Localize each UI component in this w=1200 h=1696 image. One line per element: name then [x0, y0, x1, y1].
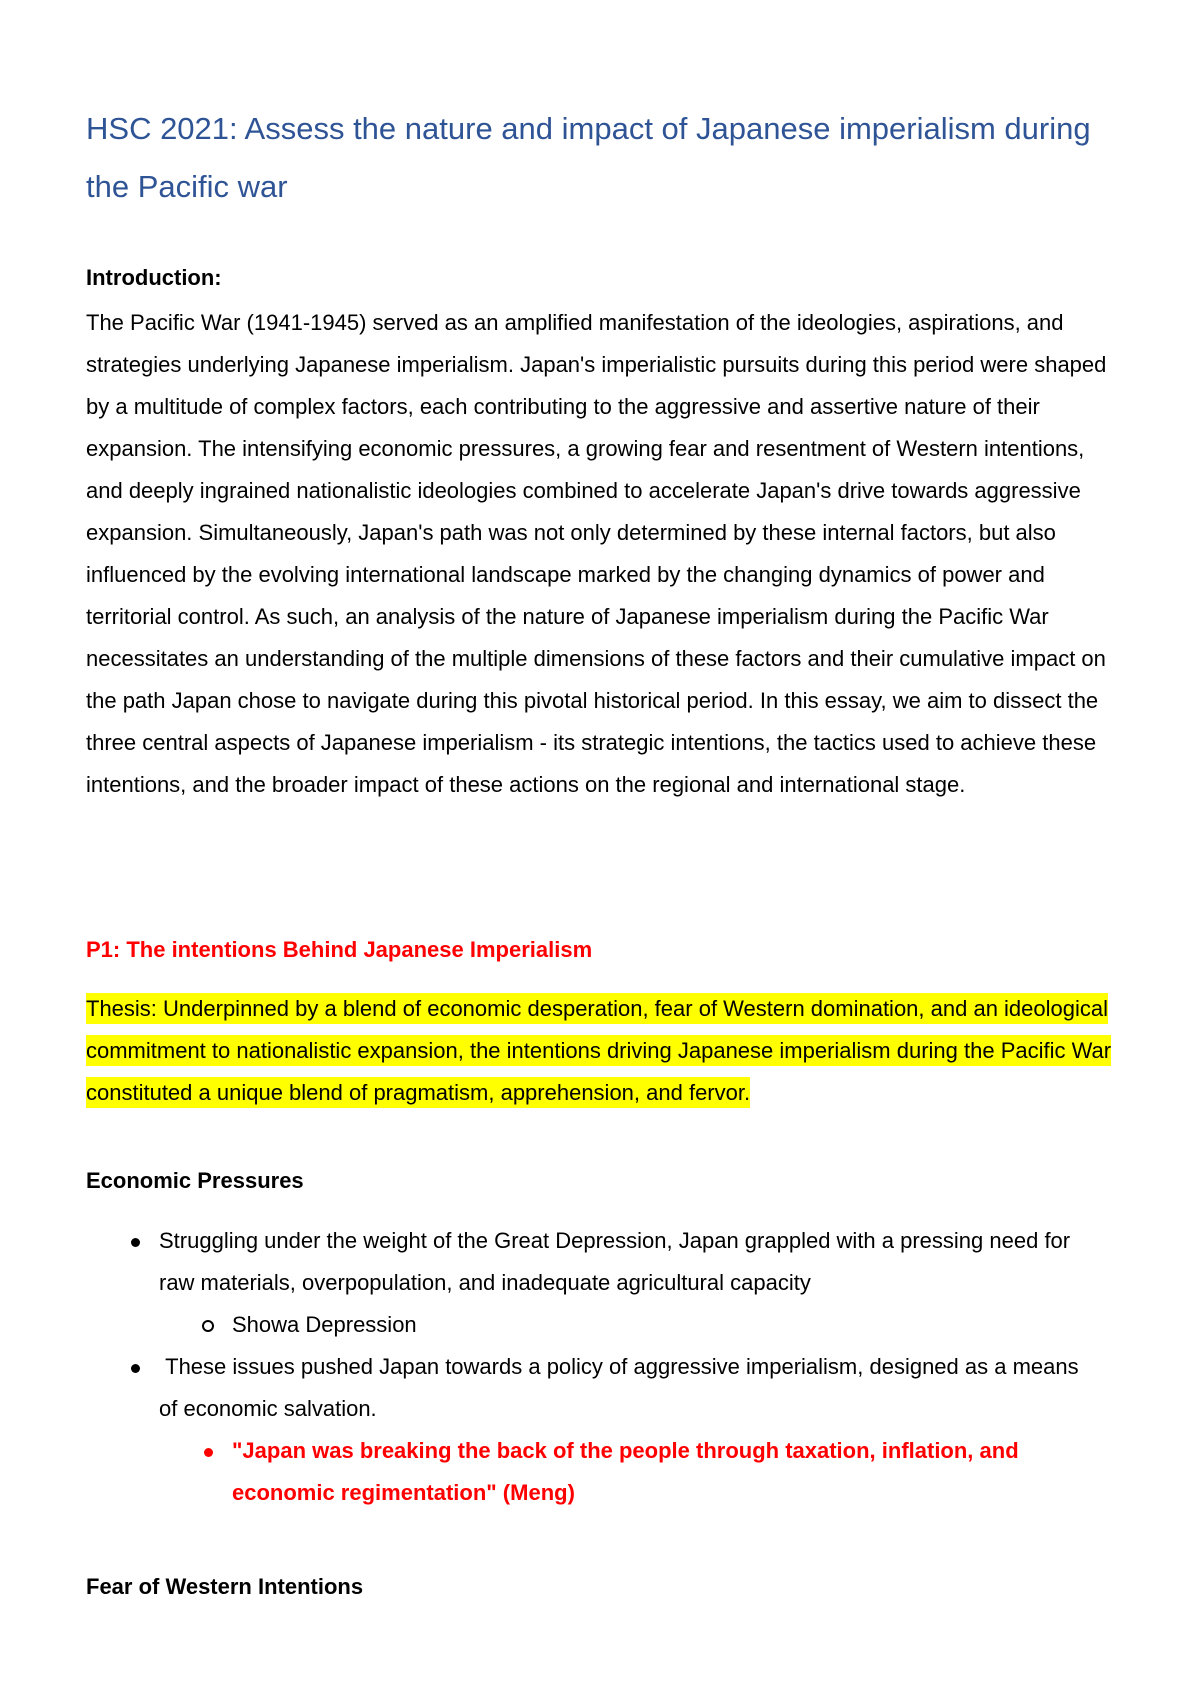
- thesis-highlight: Thesis: Underpinned by a blend of economic desperation, fear of Western domination, and an ideological commitment to nationalistic expansion, the intentions driving Japanese imperialism during the Pacific War constituted a unique blend of pragmatism, apprehension, and fervor.: [86, 993, 1111, 1108]
- document-title: HSC 2021: Assess the nature and impact of Japanese imperialism during the Pacific war: [86, 111, 1091, 204]
- bullet-item: [159, 1220, 1089, 1304]
- sub-bullet-text: Showa Depression: [232, 1312, 417, 1337]
- sub-bullet-item: [232, 1304, 1092, 1346]
- introduction-heading: Introduction:: [86, 265, 222, 290]
- fear-of-western-intentions-heading: Fear of Western Intentions: [86, 1574, 364, 1599]
- quote-bullet-marker: [198, 1430, 218, 1472]
- introduction-body: The Pacific War (1941-1945) served as an amplified manifestation of the ideologies, aspirations, and strategies underlying Japanese imperialism. Japan's imperialistic pursuits during this period were shaped by a multitude of complex factors, each contributing to the aggressive and assertive nature of their expansion. The intensifying economic pressures, a growing fear and resentment of Western intentions, and deeply ingrained nationalistic ideologies combined to accelerate Japan's drive towards aggressive expansion. Simultaneously, Japan's path was not only determined by these internal factors, but also influenced by the evolving international landscape marked by the changing dynamics of power and territorial control. As such, an analysis of the nature of Japanese imperialism during the Pacific War necessitates an understanding of the multiple dimensions of these factors and their cumulative impact on the path Japan chose to navigate during this pivotal historical period. In this essay, we aim to dissect the three central aspects of Japanese imperialism - its strategic intentions, the tactics used to achieve these intentions, and the broader impact of these actions on the regional and international stage.: [86, 310, 1107, 797]
- economic-pressures-heading: Economic Pressures: [86, 1168, 304, 1193]
- bullet-marker: [125, 1220, 145, 1262]
- bullet-text: Struggling under the weight of the Great Depression, Japan grappled with a pressing need for raw materials, overpopulation, and inadequate agricultural capacity: [159, 1228, 1071, 1295]
- sub-bullet-marker: [198, 1304, 218, 1346]
- bullet-marker: [125, 1346, 145, 1388]
- quote-text: "Japan was breaking the back of the people through taxation, inflation, and economic regimentation" (Meng): [232, 1438, 1019, 1505]
- quote-bullet-item: [232, 1430, 1112, 1514]
- p1-heading: P1: The intentions Behind Japanese Imperialism: [86, 937, 593, 962]
- bullet-text: These issues pushed Japan towards a policy of aggressive imperialism, designed as a means of economic salvation.: [159, 1354, 1085, 1421]
- bullet-item: [159, 1346, 1089, 1430]
- thesis-paragraph: [86, 988, 1126, 1114]
